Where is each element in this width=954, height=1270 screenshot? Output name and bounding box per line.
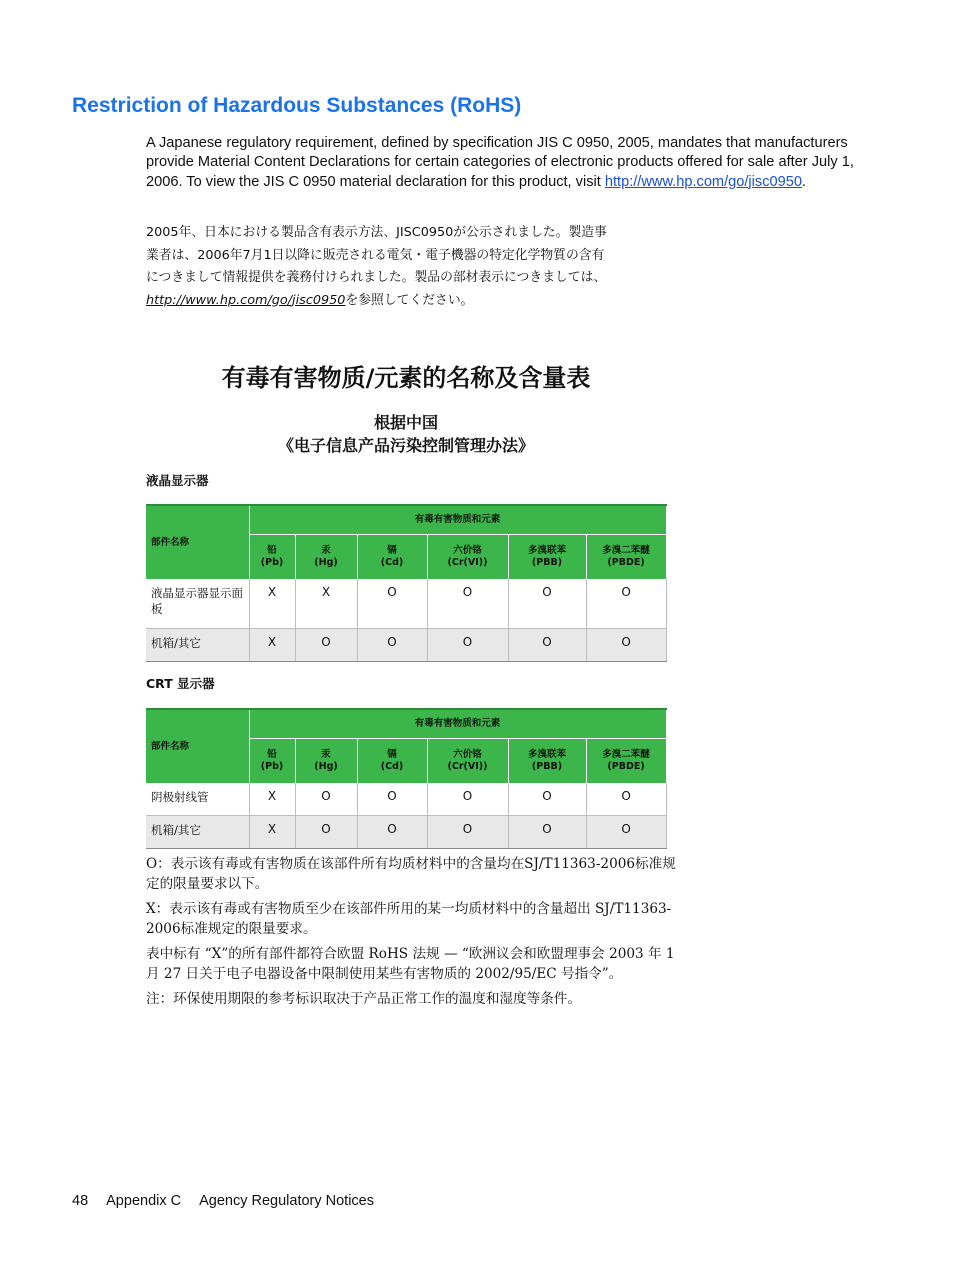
cell-value: O xyxy=(508,783,586,816)
note-epup: 注：环保使用期限的参考标识取决于产品正常工作的温度和湿度等条件。 xyxy=(146,991,581,1007)
chinese-subtitle-2: 《电子信息产品污染控制管理办法》 xyxy=(277,436,534,455)
cell-value: O xyxy=(357,783,427,816)
chinese-title: 有毒有害物质/元素的名称及含量表 xyxy=(221,364,591,392)
page-number: 48 xyxy=(72,1193,89,1209)
jisc-link[interactable]: http://www.hp.com/go/jisc0950 xyxy=(604,173,802,190)
part-name-header: 部件名称 xyxy=(146,505,249,579)
col-cr6: 六价铬 (Cr(VI)) xyxy=(427,739,508,784)
col-pb: 铅 (Pb) xyxy=(249,535,295,580)
cell-value: O xyxy=(295,629,357,662)
lcd-label: 液晶显示器 xyxy=(146,473,209,488)
col-pbde: 多溴二苯醚 (PBDE) xyxy=(586,535,666,580)
intro-paragraph xyxy=(146,134,861,192)
intro-text: A Japanese regulatory requirement, defined by specification JIS C 0950, 2005, mandates that manufacturers provide Material Content Declarations for certain categories of electronic products offered for sale after July 1, 2006. To view the JIS C 0950 material declaration for this product, visit xyxy=(146,135,854,190)
cell-value: O xyxy=(427,629,508,662)
cell-value: O xyxy=(427,579,508,629)
cell-value: O xyxy=(586,816,666,849)
substance-group-header: 有毒有害物质和元素 xyxy=(249,505,666,535)
cell-value: O xyxy=(357,629,427,662)
cell-value: O xyxy=(586,579,666,629)
cell-value: O xyxy=(295,816,357,849)
part-name-header: 部件名称 xyxy=(146,709,249,783)
col-hg: 汞 (Hg) xyxy=(295,739,357,784)
col-cd: 镉 (Cd) xyxy=(357,739,427,784)
row-part-name: 阴极射线管 xyxy=(146,783,249,816)
cell-value: X xyxy=(249,629,295,662)
col-cr6: 六价铬 (Cr(VI)) xyxy=(427,535,508,580)
row-part-name: 机箱/其它 xyxy=(146,816,249,849)
table-row xyxy=(146,783,666,816)
col-pbb: 多溴联苯 (PBB) xyxy=(508,535,586,580)
japanese-url[interactable]: http://www.hp.com/go/jisc0950 xyxy=(146,292,346,308)
table-row xyxy=(146,816,666,849)
col-pbb: 多溴联苯 (PBB) xyxy=(508,739,586,784)
row-part-name: 液晶显示器显示面板 xyxy=(146,579,249,629)
cell-value: O xyxy=(586,783,666,816)
col-hg: 汞 (Hg) xyxy=(295,535,357,580)
cell-value: X xyxy=(249,579,295,629)
cell-value: X xyxy=(249,816,295,849)
cell-value: O xyxy=(508,629,586,662)
col-pbde: 多溴二苯醚 (PBDE) xyxy=(586,739,666,784)
col-pb: 铅 (Pb) xyxy=(249,739,295,784)
chinese-subtitle-1: 根据中国 xyxy=(373,413,438,432)
footer-title: Agency Regulatory Notices xyxy=(199,1193,375,1209)
cell-value: O xyxy=(427,816,508,849)
cell-value: O xyxy=(508,816,586,849)
table-row xyxy=(146,629,666,662)
page-footer xyxy=(72,1193,392,1209)
appendix-label: Appendix C xyxy=(106,1193,182,1209)
table-row xyxy=(146,579,666,629)
note-x: X：表示该有毒或有害物质至少在该部件所用的某一均质材料中的含量超出 SJ/T11363-2006标准规定的限量要求。 xyxy=(146,901,672,937)
crt-label: CRT 显示器 xyxy=(146,676,215,691)
japanese-end: を参照してください。 xyxy=(345,292,474,308)
cell-value: O xyxy=(427,783,508,816)
substance-group-header: 有毒有害物质和元素 xyxy=(249,709,666,739)
cell-value: O xyxy=(586,629,666,662)
row-part-name: 机箱/其它 xyxy=(146,629,249,662)
note-rohs: 表中标有 “X”的所有部件都符合欧盟 RoHS 法规 — “欧洲议会和欧盟理事会 2003 年 1 月 27 日关于电子电器设备中限制使用某些有害物质的 2002/95/EC 号指令”。 xyxy=(146,946,675,982)
section-heading: Restriction of Hazardous Substances (RoHS) xyxy=(72,94,522,117)
cell-value: O xyxy=(357,816,427,849)
notes-section xyxy=(146,855,676,1016)
lcd-substance-table xyxy=(146,504,667,662)
cell-value: O xyxy=(295,783,357,816)
japanese-text: 2005年、日本における製品含有表示方法、JISC0950が公示されました。製造事業者は、2006年7月1日以降に販売される電気・電子機器の特定化学物質の含有につきまして情報提供を義務付けられました。製品の部材表示につきましては、 xyxy=(146,225,607,285)
cell-value: X xyxy=(249,783,295,816)
note-o: O：表示该有毒或有害物质在该部件所有均质材料中的含量均在SJ/T11363-2006标准规定的限量要求以下。 xyxy=(146,856,676,892)
cell-value: X xyxy=(295,579,357,629)
cell-value: O xyxy=(357,579,427,629)
col-cd: 镉 (Cd) xyxy=(357,535,427,580)
cell-value: O xyxy=(508,579,586,629)
japanese-paragraph xyxy=(146,222,616,312)
intro-end: . xyxy=(801,173,807,190)
crt-substance-table xyxy=(146,708,667,849)
